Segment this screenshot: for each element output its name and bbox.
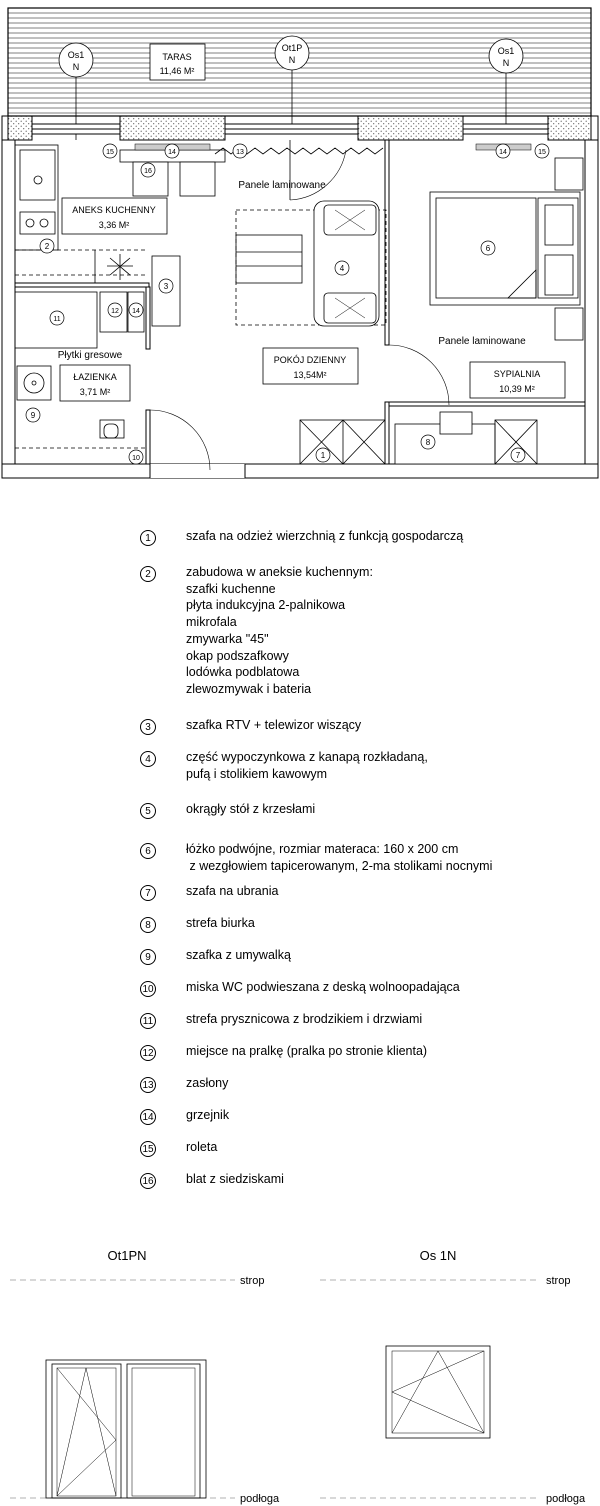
marker-15-left bbox=[103, 144, 117, 158]
legend-item bbox=[140, 1043, 427, 1061]
bedroom-furniture bbox=[430, 158, 583, 340]
legend-text: zabudowa w aneksie kuchennym: szafki kuchenne płyta indukcyjna 2-palnikowa mikrofala zmywarka "45" okap podszafkowy lodówka podblatowa zlewozmywak i bateria bbox=[186, 565, 373, 696]
legend-text: strefa prysznicowa z brodzikiem i drzwiami bbox=[186, 1012, 423, 1026]
legend-item bbox=[140, 528, 463, 546]
marker-3 bbox=[159, 279, 173, 293]
svg-text:13: 13 bbox=[236, 149, 244, 156]
legend-text: grzejnik bbox=[186, 1108, 230, 1122]
legend-text: roleta bbox=[186, 1140, 218, 1154]
legend-number: 3 bbox=[140, 719, 156, 735]
legend-text: zasłony bbox=[186, 1076, 229, 1090]
marker-2 bbox=[40, 239, 54, 253]
svg-text:15: 15 bbox=[106, 149, 114, 156]
marker-11 bbox=[50, 311, 64, 325]
legend-number: 8 bbox=[140, 917, 156, 933]
svg-text:ŁAZIENKA: ŁAZIENKA bbox=[73, 372, 117, 382]
svg-text:11: 11 bbox=[53, 316, 61, 323]
svg-text:1: 1 bbox=[320, 451, 326, 460]
wardrobe-living bbox=[300, 420, 385, 464]
legend-text: łóżko podwójne, rozmiar materaca: 160 x 200 cm z wezgłowiem tapicerowanym, 2-ma stolikami nocnymi bbox=[186, 842, 493, 873]
svg-text:15: 15 bbox=[538, 149, 546, 156]
svg-text:SYPIALNIA: SYPIALNIA bbox=[493, 369, 541, 379]
legend-item bbox=[140, 1107, 229, 1125]
svg-text:ANEKS KUCHENNY: ANEKS KUCHENNY bbox=[72, 205, 156, 215]
legend-item bbox=[140, 564, 373, 698]
svg-text:7: 7 bbox=[515, 451, 521, 460]
bath-floor-label: Płytki gresowe bbox=[57, 350, 123, 361]
legend-item bbox=[140, 801, 315, 819]
svg-text:3,36 M²: 3,36 M² bbox=[98, 220, 130, 230]
svg-text:N: N bbox=[72, 62, 80, 72]
legend-text: szafka z umywalką bbox=[186, 948, 291, 962]
legend-number: 16 bbox=[140, 1173, 156, 1189]
marker-14-living bbox=[165, 144, 179, 158]
legend-number: 7 bbox=[140, 885, 156, 901]
legend-item bbox=[140, 717, 361, 735]
legend-text: strefa biurka bbox=[186, 916, 255, 930]
svg-text:N: N bbox=[502, 58, 510, 68]
legend-number: 2 bbox=[140, 566, 156, 582]
marker-8 bbox=[421, 435, 435, 449]
svg-text:12: 12 bbox=[111, 308, 119, 315]
svg-text:8: 8 bbox=[425, 438, 431, 447]
legend-text: część wypoczynkowa z kanapą rozkładaną, pufą i stolikiem kawowym bbox=[186, 750, 428, 781]
bedroom-floor-label: Panele laminowane bbox=[438, 336, 526, 347]
svg-text:Ot1P: Ot1P bbox=[281, 43, 303, 53]
marker-14-bedroom bbox=[496, 144, 510, 158]
marker-4 bbox=[335, 261, 349, 275]
living-label bbox=[263, 348, 358, 384]
door-swing-bathroom bbox=[150, 410, 210, 470]
svg-text:3,71 M²: 3,71 M² bbox=[79, 387, 111, 397]
svg-text:9: 9 bbox=[30, 411, 36, 420]
legend-item bbox=[140, 979, 460, 997]
legend-number: 14 bbox=[140, 1109, 156, 1125]
marker-13 bbox=[233, 144, 247, 158]
marker-16 bbox=[141, 163, 155, 177]
marker-12 bbox=[108, 303, 122, 317]
elev-left-title: Ot1PN bbox=[107, 1248, 147, 1263]
legend-item bbox=[140, 1075, 228, 1093]
legend-text: szafa na odzież wierzchnią z funkcją gospodarczą bbox=[186, 529, 464, 543]
elev-left-floor: podłoga bbox=[240, 1493, 280, 1505]
bathroom-label bbox=[60, 365, 130, 401]
legend-item bbox=[140, 841, 492, 874]
legend-text: szafka RTV + telewizor wiszący bbox=[186, 718, 362, 732]
svg-text:14: 14 bbox=[168, 149, 176, 156]
svg-text:Os1: Os1 bbox=[497, 46, 515, 56]
svg-text:3: 3 bbox=[163, 282, 169, 291]
bedroom-label bbox=[470, 362, 565, 398]
svg-text:14: 14 bbox=[132, 308, 140, 315]
svg-text:Os1: Os1 bbox=[67, 50, 85, 60]
svg-text:10,39 M²: 10,39 M² bbox=[499, 384, 535, 394]
door-swing-bedroom bbox=[389, 345, 449, 405]
desk-zone bbox=[395, 412, 495, 464]
legend-number: 5 bbox=[140, 803, 156, 819]
legend-item bbox=[140, 1171, 284, 1189]
legend-number: 1 bbox=[140, 530, 156, 546]
living-floor-label: Panele laminowane bbox=[238, 180, 326, 191]
svg-text:2: 2 bbox=[44, 242, 50, 251]
marker-1 bbox=[316, 448, 330, 462]
terrace-area: 11,46 M² bbox=[159, 66, 195, 76]
legend-number: 9 bbox=[140, 949, 156, 965]
legend-text: blat z siedziskami bbox=[186, 1172, 284, 1186]
legend-number: 10 bbox=[140, 981, 156, 997]
legend-number: 15 bbox=[140, 1141, 156, 1157]
svg-text:N: N bbox=[288, 55, 296, 65]
legend-text: miejsce na pralkę (pralka po stronie klienta) bbox=[186, 1044, 428, 1058]
balcony-door-elevation bbox=[46, 1360, 206, 1498]
elev-left-ceiling: strop bbox=[240, 1275, 265, 1287]
door-swing-balcony bbox=[290, 150, 346, 200]
legend-number: 12 bbox=[140, 1045, 156, 1061]
legend-text: okrągły stół z krzesłami bbox=[186, 802, 316, 816]
legend-number: 6 bbox=[140, 843, 156, 859]
legend-number: 13 bbox=[140, 1077, 156, 1093]
marker-14-bath bbox=[129, 303, 143, 317]
legend-item bbox=[140, 947, 291, 965]
legend-number: 4 bbox=[140, 751, 156, 767]
legend-item bbox=[140, 1139, 217, 1157]
legend-number: 11 bbox=[140, 1013, 156, 1029]
svg-text:4: 4 bbox=[339, 264, 345, 273]
elev-right-ceiling: strop bbox=[546, 1275, 571, 1287]
legend-text: miska WC podwieszana z deską wolnoopadająca bbox=[186, 980, 460, 994]
legend-item bbox=[140, 749, 428, 782]
marker-6 bbox=[481, 241, 495, 255]
svg-text:POKÓJ DZIENNY: POKÓJ DZIENNY bbox=[273, 355, 347, 365]
window-elevations bbox=[0, 1240, 600, 1506]
svg-text:6: 6 bbox=[485, 244, 491, 253]
marker-15-right bbox=[535, 144, 549, 158]
elev-right-floor: podłoga bbox=[546, 1493, 586, 1505]
elev-right-title: Os 1N bbox=[419, 1248, 457, 1263]
svg-text:14: 14 bbox=[499, 149, 507, 156]
kitchen-label bbox=[62, 198, 167, 234]
terrace-name: TARAS bbox=[162, 52, 192, 62]
legend-item bbox=[140, 1011, 422, 1029]
legend-text: szafa na ubrania bbox=[186, 884, 279, 898]
living-furniture bbox=[236, 201, 386, 326]
svg-text:10: 10 bbox=[132, 455, 140, 462]
svg-text:13,54M²: 13,54M² bbox=[293, 370, 327, 380]
marker-7 bbox=[511, 448, 525, 462]
svg-text:16: 16 bbox=[144, 168, 152, 175]
legend-item bbox=[140, 883, 278, 901]
marker-10 bbox=[129, 450, 143, 464]
marker-9 bbox=[26, 408, 40, 422]
floor-plan bbox=[0, 0, 600, 500]
window-elevation bbox=[386, 1346, 490, 1438]
legend-item bbox=[140, 915, 255, 933]
